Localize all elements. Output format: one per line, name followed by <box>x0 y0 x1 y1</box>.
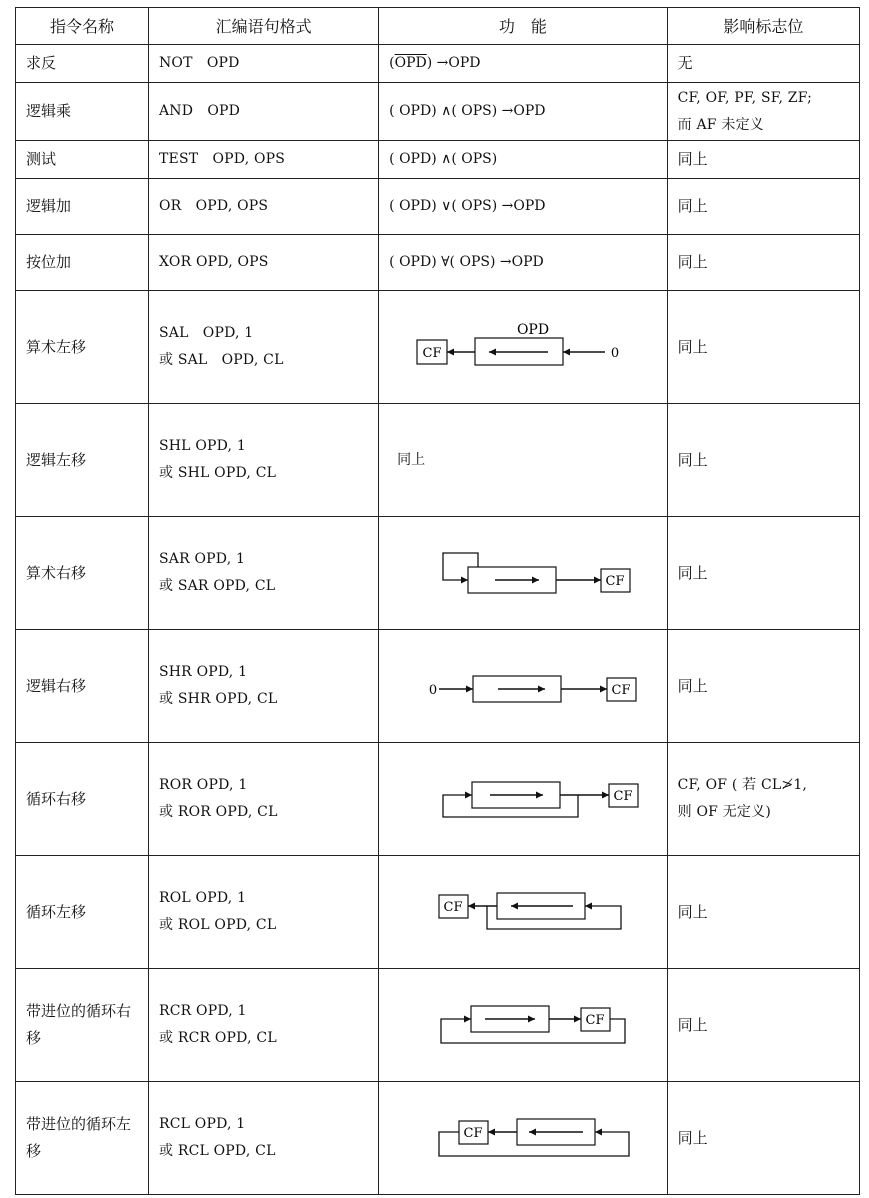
instr-name: 按位加 <box>16 235 149 291</box>
instr-flags: CF, OF, PF, SF, ZF; 而 AF 未定义 <box>667 83 859 141</box>
instr-name: 带进位的循环左 移 <box>16 1082 149 1195</box>
svg-text:CF: CF <box>463 1126 483 1141</box>
rcl-diagram-svg <box>403 1108 643 1168</box>
header-function: 功 能 <box>379 8 667 45</box>
svg-text:0: 0 <box>610 346 620 361</box>
svg-text:CF: CF <box>605 574 625 589</box>
instr-syntax: RCR OPD, 1 或 RCR OPD, CL <box>148 969 378 1082</box>
rcr-diagram-svg <box>403 995 643 1055</box>
instr-function: ( OPD) ∧( OPS) <box>379 141 667 179</box>
svg-text:CF: CF <box>613 789 633 804</box>
instr-flags: 同上 <box>667 235 859 291</box>
shift-diagram-rcl <box>379 1082 667 1195</box>
instr-syntax: RCL OPD, 1 或 RCL OPD, CL <box>148 1082 378 1195</box>
instr-syntax: SHR OPD, 1 或 SHR OPD, CL <box>148 630 378 743</box>
instr-flags: CF, OF ( 若 CL≯1, 则 OF 无定义) <box>667 743 859 856</box>
instr-syntax: SAR OPD, 1 或 SAR OPD, CL <box>148 517 378 630</box>
instr-syntax: NOT OPD <box>148 45 378 83</box>
instr-function: ( OPD) ∀( OPS) →OPD <box>379 235 667 291</box>
table-row <box>16 517 860 630</box>
instr-flags: 同上 <box>667 969 859 1082</box>
shift-diagram-ror <box>379 743 667 856</box>
table-row <box>16 1082 860 1195</box>
header-row <box>16 8 860 45</box>
rol-diagram-svg <box>403 882 643 942</box>
instr-flags: 同上 <box>667 856 859 969</box>
instr-flags: 同上 <box>667 291 859 404</box>
svg-text:CF: CF <box>422 346 442 361</box>
instr-flags: 同上 <box>667 1082 859 1195</box>
shr-diagram-svg <box>403 656 643 716</box>
instruction-table <box>15 7 860 1195</box>
header-flags: 影响标志位 <box>667 8 859 45</box>
instr-function: $(\overline{OPD}) \to OPD$ <box>379 45 667 83</box>
instr-syntax: XOR OPD, OPS <box>148 235 378 291</box>
svg-text:CF: CF <box>611 683 631 698</box>
instr-syntax: ROR OPD, 1 或 ROR OPD, CL <box>148 743 378 856</box>
shift-diagram-rcr <box>379 969 667 1082</box>
table-row <box>16 235 860 291</box>
table-row <box>16 141 860 179</box>
instr-name: 循环左移 <box>16 856 149 969</box>
instr-flags: 同上 <box>667 517 859 630</box>
instr-name: 逻辑加 <box>16 179 149 235</box>
shift-diagram-sal <box>379 291 667 404</box>
header-name: 指令名称 <box>16 8 149 45</box>
svg-text:CF: CF <box>585 1013 605 1028</box>
svg-text:OPD: OPD <box>516 322 549 338</box>
instr-flags: 同上 <box>667 404 859 517</box>
svg-text:0: 0 <box>428 683 438 698</box>
instr-flags: 同上 <box>667 141 859 179</box>
instr-function: ( OPD) ∨( OPS) →OPD <box>379 179 667 235</box>
table-row <box>16 83 860 141</box>
table-row <box>16 856 860 969</box>
table-row <box>16 179 860 235</box>
table-row <box>16 404 860 517</box>
instr-name: 求反 <box>16 45 149 83</box>
instr-name: 逻辑右移 <box>16 630 149 743</box>
instr-name: 算术右移 <box>16 517 149 630</box>
instr-flags: 无 <box>667 45 859 83</box>
table-row <box>16 743 860 856</box>
instr-flags: 同上 <box>667 630 859 743</box>
instr-flags: 同上 <box>667 179 859 235</box>
instr-name: 逻辑乘 <box>16 83 149 141</box>
sar-diagram-svg <box>403 543 643 603</box>
ror-diagram-svg <box>403 769 643 829</box>
table-row <box>16 291 860 404</box>
instr-syntax: OR OPD, OPS <box>148 179 378 235</box>
table-row <box>16 630 860 743</box>
header-syntax: 汇编语句格式 <box>148 8 378 45</box>
svg-text:CF: CF <box>443 900 463 915</box>
instr-syntax: SAL OPD, 1 或 SAL OPD, CL <box>148 291 378 404</box>
instr-function: ( OPD) ∧( OPS) →OPD <box>379 83 667 141</box>
instr-syntax: TEST OPD, OPS <box>148 141 378 179</box>
instr-name: 逻辑左移 <box>16 404 149 517</box>
shift-diagram-sar <box>379 517 667 630</box>
instr-function: 同上 <box>379 404 667 517</box>
table-row <box>16 45 860 83</box>
instr-name: 算术左移 <box>16 291 149 404</box>
instr-name: 带进位的循环右 移 <box>16 969 149 1082</box>
shift-diagram-rol <box>379 856 667 969</box>
instr-name: 测试 <box>16 141 149 179</box>
instr-syntax: SHL OPD, 1 或 SHL OPD, CL <box>148 404 378 517</box>
instr-syntax: AND OPD <box>148 83 378 141</box>
instr-syntax: ROL OPD, 1 或 ROL OPD, CL <box>148 856 378 969</box>
shift-diagram-shr <box>379 630 667 743</box>
instr-name: 循环右移 <box>16 743 149 856</box>
sal-diagram-svg <box>403 317 643 377</box>
table-row <box>16 969 860 1082</box>
